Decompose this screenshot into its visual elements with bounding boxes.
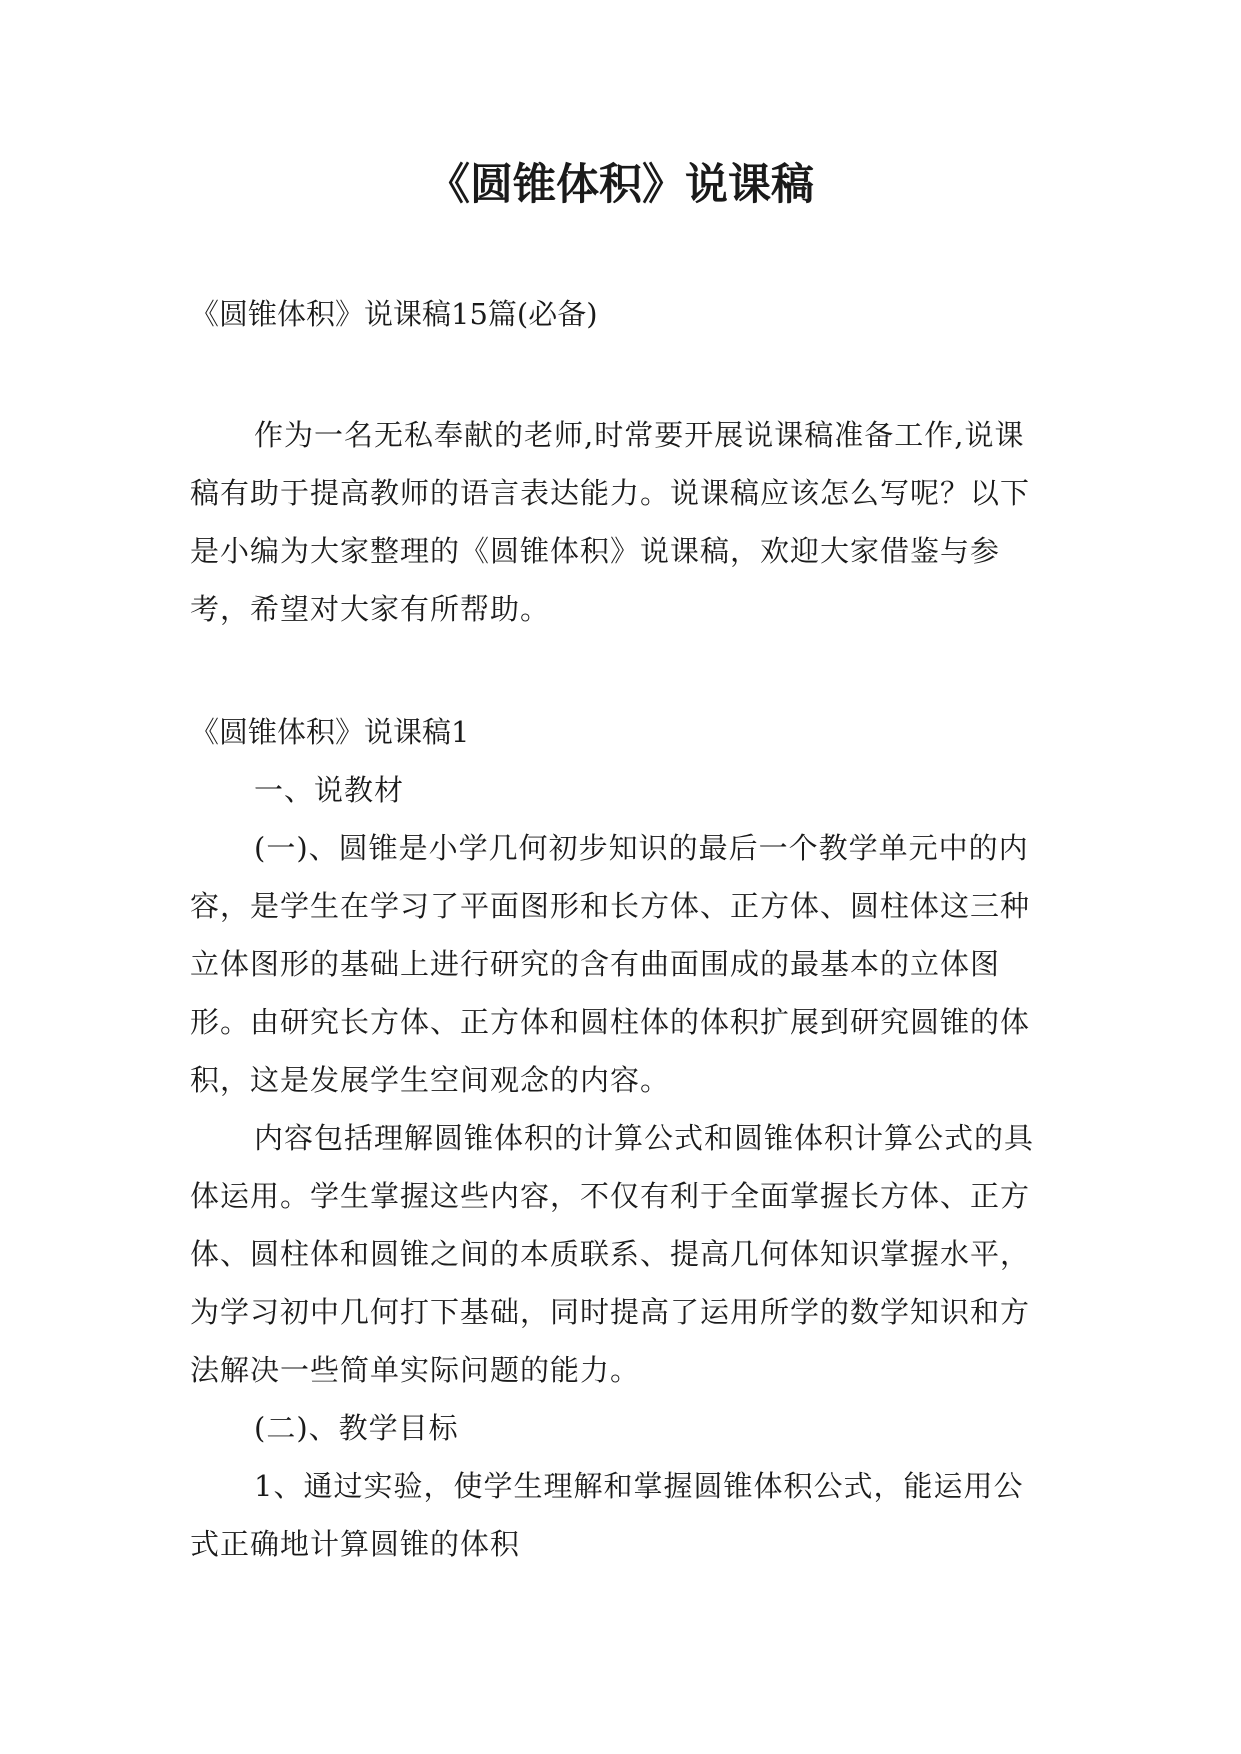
heading-teaching-goals: (二)、教学目标	[254, 1411, 459, 1445]
document-subtitle: 《圆锥体积》说课稿15篇(必备)	[190, 297, 598, 331]
paragraph-goal-1: 1、通过实验，使学生理解和掌握圆锥体积公式，能运用公式正确地计算圆锥的体积	[190, 1469, 1024, 1561]
intro-paragraph: 作为一名无私奉献的老师,时常要开展说课稿准备工作,说课稿有助于提高教师的语言表达能力。说课稿应该怎么写呢？以下是小编为大家整理的《圆锥体积》说课稿，欢迎大家借鉴与参考，希望对大家有所帮助。	[190, 418, 1031, 626]
heading-teaching-material: 一、说教材	[254, 773, 405, 807]
section-title: 《圆锥体积》说课稿1	[190, 715, 470, 749]
section-1	[190, 703, 1052, 1573]
paragraph-content: 内容包括理解圆锥体积的计算公式和圆锥体积计算公式的具体运用。学生掌握这些内容，不仅有利于全面掌握长方体、正方体、圆柱体和圆锥之间的本质联系、提高几何体知识掌握水平，为学习初中几何打下基础，同时提高了运用所学的数学知识和方法解决一些简单实际问题的能力。	[190, 1121, 1035, 1387]
document-title: 《圆锥体积》说课稿	[427, 160, 814, 210]
paragraph-cone-intro: (一)、圆锥是小学几何初步知识的最后一个教学单元中的内容，是学生在学习了平面图形和长方体、正方体、圆柱体这三种立体图形的基础上进行研究的含有曲面围成的最基本的立体图形。由研究长方体、正方体和圆柱体的体积扩展到研究圆锥的体积，这是发展学生空间观念的内容。	[190, 831, 1031, 1097]
